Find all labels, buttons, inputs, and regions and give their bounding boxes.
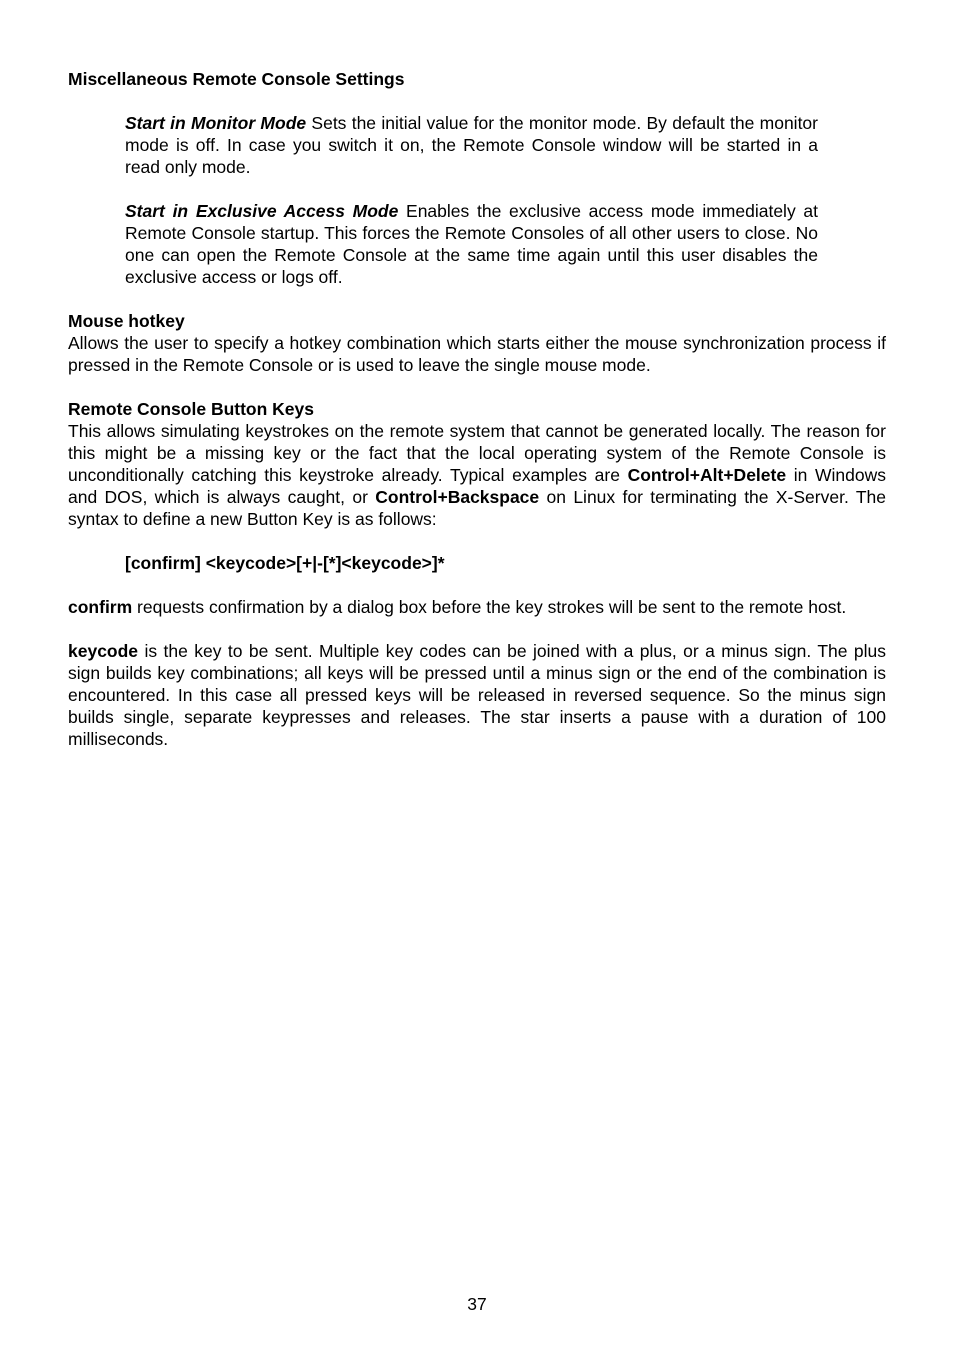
spacer: [68, 90, 886, 112]
keycode-paragraph: [68, 640, 886, 750]
monitor-mode-text: Sets the initial value for the monitor mode. By default the monitor mode is off. In case you switch it on, the Remote Console window will be started in a read only mode.: [125, 113, 818, 177]
mouse-hotkey-paragraph: Allows the user to specify a hotkey combination which starts either the mouse synchronization process if pressed in the Remote Console or is used to leave the single mouse mode.: [68, 333, 886, 375]
keycode-term: keycode: [68, 641, 139, 661]
spacer: [68, 618, 886, 640]
misc-settings-heading: Miscellaneous Remote Console Settings: [68, 69, 405, 89]
exclusive-mode-text: Enables the exclusive access mode immediately at Remote Console startup. This forces the Remote Consoles of all other users to close. No one can open the Remote Console at the same time again until this user disables the exclusive access or logs off.: [125, 201, 818, 287]
spacer: [68, 178, 886, 200]
button-keys-heading: Remote Console Button Keys: [68, 399, 314, 419]
button-keys-paragraph: [68, 420, 886, 530]
page-number: 37: [467, 1294, 487, 1314]
mouse-hotkey-heading: Mouse hotkey: [68, 311, 185, 331]
exclusive-mode-term: Start in Exclusive Access Mode: [125, 201, 399, 221]
confirm-term: confirm: [68, 597, 133, 617]
key-example-ctrl-backspace: Control+Backspace: [375, 487, 540, 507]
button-key-syntax: [confirm] <keycode>[+|-[*]<keycode>]*: [125, 553, 445, 573]
monitor-mode-paragraph: [125, 112, 818, 178]
exclusive-mode-paragraph: [125, 200, 818, 288]
spacer: [68, 574, 886, 596]
button-keys-text-1: This allows simulating keystrokes on the remote system that cannot be generated locally. The reason for this might be a missing key or the fact that the local operating system of the Remote Console is unconditionally catching this keystroke already. Typical examples are: [68, 421, 886, 485]
spacer: [68, 288, 886, 310]
keycode-text: is the key to be sent. Multiple key codes can be joined with a plus, or a minus sign. The plus sign builds key combinations; all keys will be pressed until a minus sign or the end of the combination is encountered. In this case all pressed keys will be released in reversed sequence. So the minus sign builds single, separate keypresses and releases. The star inserts a pause with a duration of 100 milliseconds.: [68, 641, 886, 749]
spacer: [68, 376, 886, 398]
confirm-paragraph: [68, 596, 886, 618]
monitor-mode-term: Start in Monitor Mode: [125, 113, 307, 133]
spacer: [68, 530, 886, 552]
key-example-ctrl-alt-del: Control+Alt+Delete: [627, 465, 787, 485]
confirm-text: requests confirmation by a dialog box before the key strokes will be sent to the remote host.: [132, 597, 847, 617]
button-keys-text-3: on Linux for terminating the X-Server. The syntax to define a new Button Key is as follows:: [68, 487, 886, 529]
button-keys-text-2: in Windows and DOS, which is always caught, or: [68, 465, 886, 507]
document-page: [68, 68, 886, 750]
